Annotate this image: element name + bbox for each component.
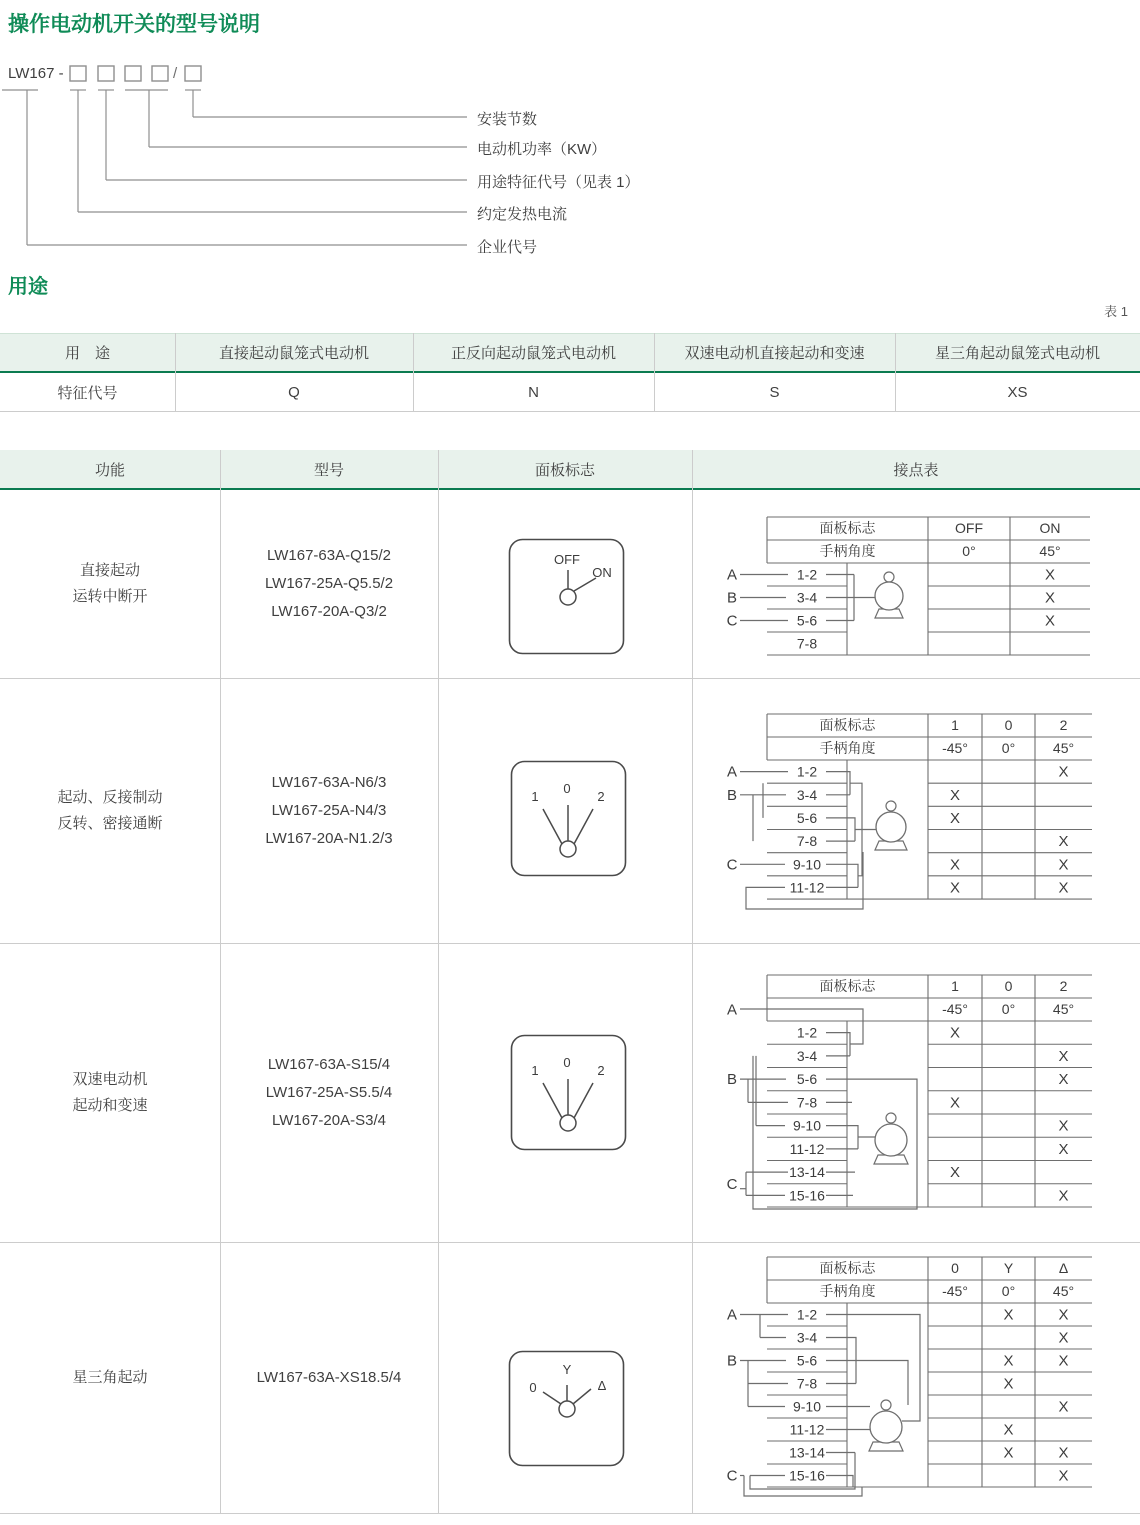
terminal-label: 11-12 <box>789 1421 825 1438</box>
contact-mark: X <box>1058 833 1069 851</box>
contact-mark: X <box>1058 1329 1069 1347</box>
terminal-label: 1-2 <box>796 1306 818 1323</box>
model-box <box>70 66 86 81</box>
model-diagram <box>0 0 1140 260</box>
function-cell <box>0 943 220 1242</box>
contact-mark: X <box>1058 856 1069 874</box>
function-cell <box>0 1242 220 1513</box>
position-header: 1 <box>951 717 959 733</box>
panel-label: 1 <box>531 789 539 804</box>
model-connector-lines <box>2 90 467 245</box>
model-box <box>185 66 201 81</box>
model-diagram-lines <box>0 0 480 260</box>
diagram-label: 安装节数 <box>477 111 538 128</box>
star-symbol: Y <box>562 1362 572 1377</box>
angle-value: 45° <box>1052 1001 1075 1017</box>
position-header: 1 <box>951 978 959 994</box>
terminal-label: 9-10 <box>792 1117 822 1134</box>
motor-icon <box>875 582 903 610</box>
model-number: LW167-63A-Q15/2 <box>267 547 391 564</box>
contact-header: 面板标志 <box>819 978 876 994</box>
terminal-label: 1-2 <box>796 1024 818 1041</box>
model-number: LW167-63A-N6/3 <box>271 773 387 791</box>
position-header: 2 <box>1059 717 1068 733</box>
switch-knob-icon <box>543 805 593 857</box>
model-box <box>98 66 114 81</box>
contact-mark: X <box>1044 612 1056 630</box>
contact-mark: X <box>949 1024 961 1042</box>
usage-header-cell: 正反向起动鼠笼式电动机 <box>450 344 616 362</box>
table1-caption: 表 1 <box>1104 304 1128 319</box>
angle-value: -45° <box>942 740 968 756</box>
model-slash: / <box>173 65 178 82</box>
contact-table <box>690 1250 1140 1520</box>
panel-label: Δ <box>597 1378 607 1393</box>
contact-mark: X <box>1058 1467 1069 1485</box>
phase-label: A <box>726 763 738 781</box>
main-table-header-cell: 接点表 <box>893 461 939 479</box>
angle-value: 0° <box>1001 1283 1016 1299</box>
model-number: LW167-25A-Q5.5/2 <box>264 575 394 592</box>
position-header: 0 <box>951 1260 959 1276</box>
contact-table <box>690 500 1140 675</box>
motor-icon <box>870 1411 902 1443</box>
model-prefix: LW167 - <box>8 65 64 82</box>
panel-label: 2 <box>597 789 605 804</box>
position-header: 0 <box>1004 978 1013 994</box>
terminal-label: 5-6 <box>796 809 818 826</box>
wire <box>826 1476 853 1488</box>
terminal-label: 3-4 <box>796 1047 818 1064</box>
position-header: Δ <box>1058 1260 1069 1276</box>
panel-label: 0 <box>563 1055 571 1070</box>
phase-label: C <box>726 856 738 874</box>
terminal-label: 5-6 <box>796 1071 818 1088</box>
contact-mark: X <box>949 1164 961 1182</box>
angle-header: 手柄角度 <box>819 1283 876 1299</box>
function-line: 直接起动 <box>79 562 140 579</box>
wire <box>826 1361 908 1406</box>
angle-header: 手柄角度 <box>819 740 876 756</box>
contact-mark: X <box>1003 1352 1014 1370</box>
model-number: LW167-63A-XS18.5/4 <box>256 1368 402 1386</box>
usage-code-cell: XS <box>1007 383 1028 401</box>
contact-mark: X <box>1058 1398 1069 1416</box>
terminal-label: 15-16 <box>789 1187 825 1204</box>
angle-value: 45° <box>1039 543 1061 559</box>
motor-terminal-icon <box>881 1400 891 1410</box>
model-cell <box>220 490 438 678</box>
terminal-label: 7-8 <box>796 1094 818 1111</box>
terminal-label: 9-10 <box>792 1398 822 1415</box>
main-table-divider <box>438 450 439 1513</box>
terminal-label: 13-14 <box>789 1444 825 1461</box>
angle-value: 45° <box>1052 1283 1075 1299</box>
contact-mark: X <box>949 786 961 804</box>
contact-mark: X <box>1003 1375 1014 1393</box>
contact-mark: X <box>1003 1444 1014 1462</box>
contact-mark: X <box>1058 1306 1069 1324</box>
phase-label: A <box>726 566 738 584</box>
motor-terminal-icon <box>886 1113 896 1123</box>
angle-value: 45° <box>1052 740 1075 756</box>
contact-mark: X <box>1058 1444 1069 1462</box>
model-box <box>152 66 168 81</box>
motor-icon <box>875 1124 907 1156</box>
usage-header-cell: 直接起动鼠笼式电动机 <box>218 344 369 362</box>
model-number: LW167-25A-N4/3 <box>271 801 387 819</box>
switch-knob-icon <box>543 1079 593 1131</box>
usage-code-cell: Q <box>288 383 300 401</box>
angle-value: 0° <box>962 543 976 559</box>
terminal-label: 1-2 <box>796 763 818 780</box>
position-header: 0 <box>1004 717 1013 733</box>
position-header: ON <box>1039 520 1061 536</box>
function-line: 双速电动机 <box>72 1070 148 1088</box>
contact-table <box>690 700 1140 935</box>
panel-label: 0 <box>563 781 571 796</box>
contact-header: 面板标志 <box>819 1260 876 1276</box>
diagram-label: 约定发热电流 <box>477 206 568 223</box>
angle-value: 0° <box>1001 1001 1016 1017</box>
angle-value: -45° <box>942 1283 968 1299</box>
main-table-header-cell: 面板标志 <box>534 461 595 479</box>
contact-mark: X <box>949 856 961 874</box>
terminal-label: 11-12 <box>789 1140 825 1157</box>
contact-header: 面板标志 <box>819 717 876 733</box>
model-cell <box>220 943 438 1242</box>
terminal-label: 1-2 <box>796 566 818 583</box>
contact-mark: X <box>1058 1140 1069 1158</box>
usage-code-cell: S <box>769 383 780 401</box>
usage-table <box>0 333 1140 412</box>
position-header: 2 <box>1059 978 1068 994</box>
contact-mark: X <box>1044 589 1056 607</box>
usage-table-bottom-border <box>0 411 1140 412</box>
contact-mark: X <box>1058 879 1069 897</box>
contact-mark: X <box>949 809 961 827</box>
model-cell <box>220 1242 438 1513</box>
angle-header: 手柄角度 <box>819 543 876 559</box>
usage-header-cell: 用 途 <box>64 344 110 362</box>
phase-label: A <box>726 1001 738 1019</box>
usage-row-label: 特征代号 <box>57 384 118 402</box>
model-number: LW167-20A-N1.2/3 <box>265 829 393 847</box>
terminal-label: 13-14 <box>789 1164 825 1181</box>
contact-mark: X <box>1003 1421 1014 1439</box>
motor-terminal-icon <box>884 572 894 582</box>
switch-knob-icon <box>543 1385 591 1417</box>
terminal-label: 3-4 <box>796 1329 818 1346</box>
phase-label: B <box>726 786 738 804</box>
model-number: LW167-20A-Q3/2 <box>271 603 387 620</box>
phase-label: C <box>726 1175 738 1193</box>
diagram-label: 企业代号 <box>477 239 538 256</box>
terminal-label: 5-6 <box>796 612 818 629</box>
terminal-label: 3-4 <box>796 589 818 606</box>
terminal-label: 5-6 <box>796 1352 818 1369</box>
position-header: OFF <box>955 520 983 536</box>
contact-header: 面板标志 <box>819 520 876 536</box>
phase-label: B <box>726 1071 738 1089</box>
contact-mark: X <box>1058 1071 1069 1089</box>
function-line: 起动、反接制动 <box>57 788 163 806</box>
contact-mark: X <box>949 1094 961 1112</box>
main-table-header-cell: 型号 <box>313 461 344 479</box>
model-box <box>125 66 141 81</box>
diagram-label: 电动机功率（KW） <box>477 141 607 158</box>
contact-mark: X <box>1044 566 1056 584</box>
usage-header-cell: 双速电动机直接起动和变速 <box>684 344 865 362</box>
page-title: 操作电动机开关的型号说明 <box>8 13 260 36</box>
model-cell <box>220 678 438 943</box>
panel-label: 1 <box>531 1063 539 1078</box>
diagram-label: 用途特征代号（见表 1） <box>477 174 640 191</box>
phase-label: B <box>726 1352 738 1370</box>
terminal-label: 3-4 <box>796 786 818 803</box>
contact-mark: X <box>1058 1117 1069 1135</box>
function-cell <box>0 678 220 943</box>
main-table-header-cell: 功能 <box>94 461 125 479</box>
phase-label: B <box>726 589 738 607</box>
panel-label: 0 <box>529 1380 537 1395</box>
wire <box>826 1315 920 1422</box>
usage-code-cell: N <box>528 383 539 401</box>
terminal-label: 11-12 <box>789 879 825 896</box>
terminal-label: 15-16 <box>789 1467 825 1484</box>
contact-mark: X <box>949 879 961 897</box>
contact-table <box>690 960 1140 1230</box>
function-line: 运转中断开 <box>72 588 148 605</box>
panel-diagram-off-on <box>508 538 625 655</box>
usage-heading: 用途 <box>8 276 48 298</box>
model-number: LW167-20A-S3/4 <box>272 1111 386 1129</box>
model-number: LW167-25A-S5.5/4 <box>265 1083 393 1101</box>
panel-label: ON <box>592 565 612 580</box>
phase-label: C <box>726 1467 738 1485</box>
function-line: 起动和变速 <box>72 1096 148 1114</box>
function-line: 反转、密接通断 <box>57 814 163 832</box>
switch-knob-icon <box>560 570 596 605</box>
motor-terminal-icon <box>886 801 896 811</box>
contact-mark: X <box>1058 763 1069 781</box>
model-number: LW167-63A-S15/4 <box>267 1055 391 1073</box>
panel-diagram-1-0-2 <box>510 760 627 877</box>
terminal-label: 9-10 <box>792 856 822 873</box>
usage-header-cell: 星三角起动鼠笼式电动机 <box>934 344 1100 362</box>
terminal-label: 7-8 <box>796 635 818 652</box>
panel-diagram-1-0-2 <box>510 1034 627 1151</box>
phase-label: C <box>726 612 738 630</box>
contact-mark: X <box>1058 1352 1069 1370</box>
phase-label: A <box>726 1306 738 1324</box>
panel-label: OFF <box>554 552 580 567</box>
position-header: Y <box>1003 1260 1014 1276</box>
terminal-label: 7-8 <box>796 1375 818 1392</box>
function-cell <box>0 490 220 678</box>
contact-mark: X <box>1003 1306 1014 1324</box>
contact-mark: X <box>1058 1047 1069 1065</box>
contact-mark: X <box>1058 1187 1069 1205</box>
angle-value: -45° <box>942 1001 968 1017</box>
panel-label: 2 <box>597 1063 605 1078</box>
function-line: 星三角起动 <box>72 1368 148 1386</box>
panel-diagram-star-delta <box>508 1350 625 1467</box>
terminal-label: 7-8 <box>796 833 818 850</box>
motor-icon <box>876 812 906 842</box>
angle-value: 0° <box>1001 740 1016 756</box>
